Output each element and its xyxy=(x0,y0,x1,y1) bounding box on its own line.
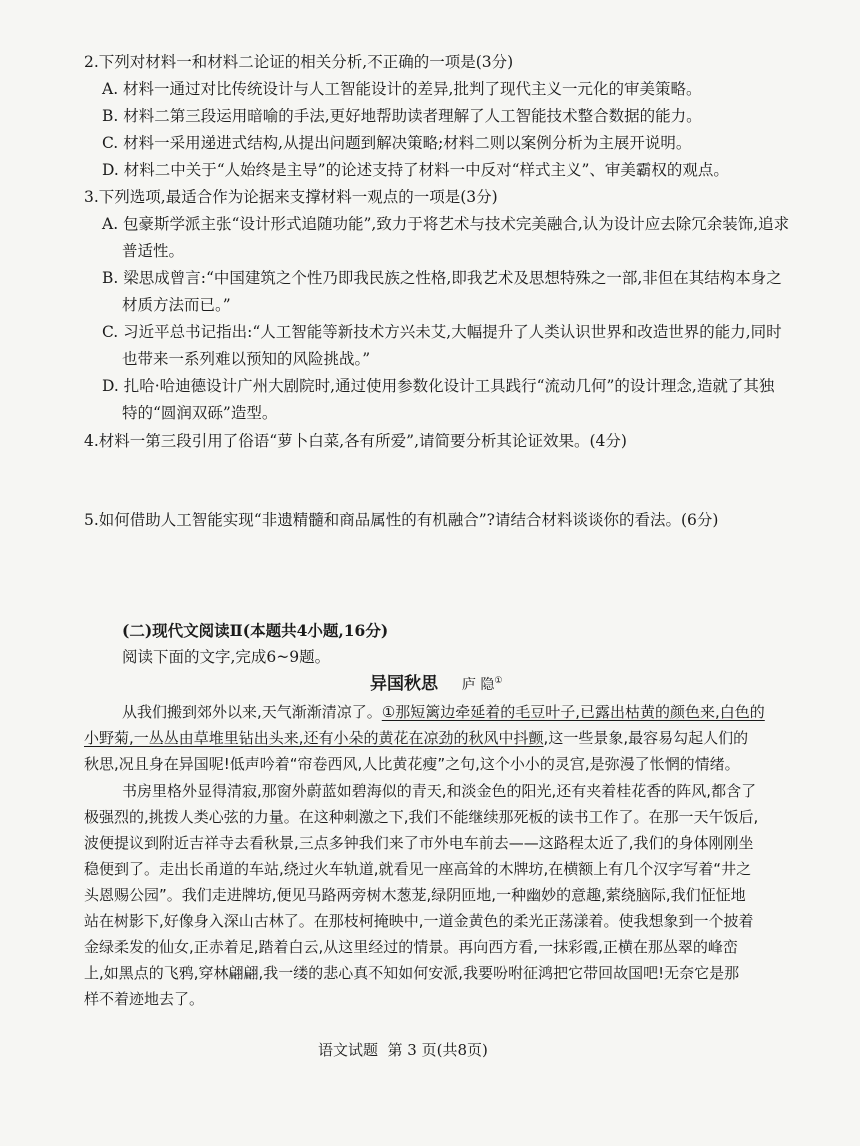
essay-p2-line: 上,如黑点的飞鸦,穿林翩翩,我一缕的悲心真不知如何安派,我要吩咐征鸿把它带回故国吧!无奈它是那 xyxy=(84,964,740,982)
section-heading: (二)现代文阅读Ⅱ(本题共4小题,16分) xyxy=(122,621,389,640)
section-instruction: 阅读下面的文字,完成6~9题。 xyxy=(122,648,331,666)
essay-p1-line3: 秋思,况且身在异国呢!低声吟着“帘卷西风,人比黄花瘦”之句,这个小小的灵宫,是弥漫了怅惘的情绪。 xyxy=(84,755,740,773)
essay-author: 庐 隐 xyxy=(461,677,495,694)
essay-p2-line: 头恩赐公园”。我们走进牌坊,便见马路两旁树木葱茏,绿阴匝地,一种幽妙的意趣,萦绕脑际,我们怔怔地 xyxy=(84,886,746,904)
essay-p2-line: 站在树影下,好像身入深山古林了。在那枝柯掩映中,一道金黄色的柔光正荡漾着。使我想象到一个披着 xyxy=(84,912,754,930)
question-2-option-a: A. 材料一通过对比传统设计与人工智能设计的差异,批判了现代主义一元化的审美策略。 xyxy=(102,80,702,98)
question-5: 5.如何借助人工智能实现“非遗精髓和商品属性的有机融合”?请结合材料谈谈你的看法。(6分) xyxy=(84,511,719,529)
essay-p1-line2 xyxy=(84,728,748,748)
essay-p2-line: 稳便到了。走出长甬道的车站,绕过火车轨道,就看见一座高耸的木牌坊,在横额上有几个汉字写着“井之 xyxy=(84,860,752,878)
essay-title: 异国秋思 xyxy=(370,674,438,695)
question-3-option-d-line2: 特的“圆润双砾”造型。 xyxy=(122,404,278,422)
question-3-option-b-line1: B. 梁思成曾言:“中国建筑之个性乃即我民族之性格,即我艺术及思想特殊之一部,非但在其结构本身之 xyxy=(102,269,782,287)
essay-underlined-sentence: ①那短篱边牵延着的毛豆叶子,已露出枯黄的颜色来,白色的 xyxy=(381,703,765,721)
essay-header xyxy=(370,671,502,695)
essay-p2-line: 极强烈的,挑拨人类心弦的力量。在这种刺激之下,我们不能继续那死板的读书工作了。在那一天午饭后, xyxy=(84,808,759,826)
question-2-option-c: C. 材料一采用递进式结构,从提出问题到解决策略;材料二则以案例分析为主展开说明。 xyxy=(102,134,692,152)
question-3-option-a-line1: A. 包豪斯学派主张“设计形式追随功能”,致力于将艺术与技术完美融合,认为设计应去除冗余装饰,追求 xyxy=(102,215,790,233)
essay-p2-line: 样不着迹地去了。 xyxy=(84,990,205,1008)
essay-p2-line: 金绿柔发的仙女,正赤着足,踏着白云,从这里经过的情景。再向西方看,一抹彩霞,正横在那丛翠的峰峦 xyxy=(84,938,738,956)
essay-p2-line: 书房里格外显得清寂,那窗外蔚蓝如碧海似的青天,和淡金色的阳光,还有夹着桂花香的阵风,都含了 xyxy=(122,782,757,800)
question-2-option-d: D. 材料二中关于“人始终是主导”的论述支持了材料一中反对“样式主义”、审美霸权的观点。 xyxy=(102,161,729,179)
question-2-option-b: B. 材料二第三段运用暗喻的手法,更好地帮助读者理解了人工智能技术整合数据的能力。 xyxy=(102,107,702,125)
page-footer: 语文试题 第 3 页(共8页) xyxy=(318,1041,488,1059)
question-3-option-d-line1: D. 扎哈·哈迪德设计广州大剧院时,通过使用参数化设计工具践行“流动几何”的设计理念,造就了其独 xyxy=(102,377,775,395)
essay-p2-line: 波便提议到附近吉祥寺去看秋景,三点多钟我们来了市外电车前去——这路程太近了,我们的身体刚刚坐 xyxy=(84,834,754,852)
question-3-option-a-line2: 普适性。 xyxy=(122,242,185,260)
question-3-stem: 3.下列选项,最适合作为论据来支撑材料一观点的一项是(3分) xyxy=(84,188,498,206)
question-3-option-b-line2: 材质方法而已。” xyxy=(122,296,231,314)
essay-footnote-marker: ① xyxy=(494,676,503,686)
question-3-option-c-line2: 也带来一系列难以预知的风险挑战。” xyxy=(122,350,371,368)
question-2-stem: 2.下列对材料一和材料二论证的相关分析,不正确的一项是(3分) xyxy=(84,53,514,71)
essay-underlined-sentence-cont: 小野菊,一丛丛由草堆里钻出头来,还有小朵的黄花在凉劲的秋风中抖颤 xyxy=(84,729,544,747)
essay-p1-text-cont: ,这一些景象,最容易勾起人们的 xyxy=(543,729,749,747)
essay-p1-text: 从我们搬到郊外以来,天气渐渐清凉了。 xyxy=(122,703,382,721)
question-3-option-c-line1: C. 习近平总书记指出:“人工智能等新技术方兴未艾,大幅提升了人类认识世界和改造世界的能力,同时 xyxy=(102,323,782,341)
question-4: 4.材料一第三段引用了俗语“萝卜白菜,各有所爱”,请简要分析其论证效果。(4分) xyxy=(84,432,627,450)
essay-p1-line1 xyxy=(122,702,765,722)
